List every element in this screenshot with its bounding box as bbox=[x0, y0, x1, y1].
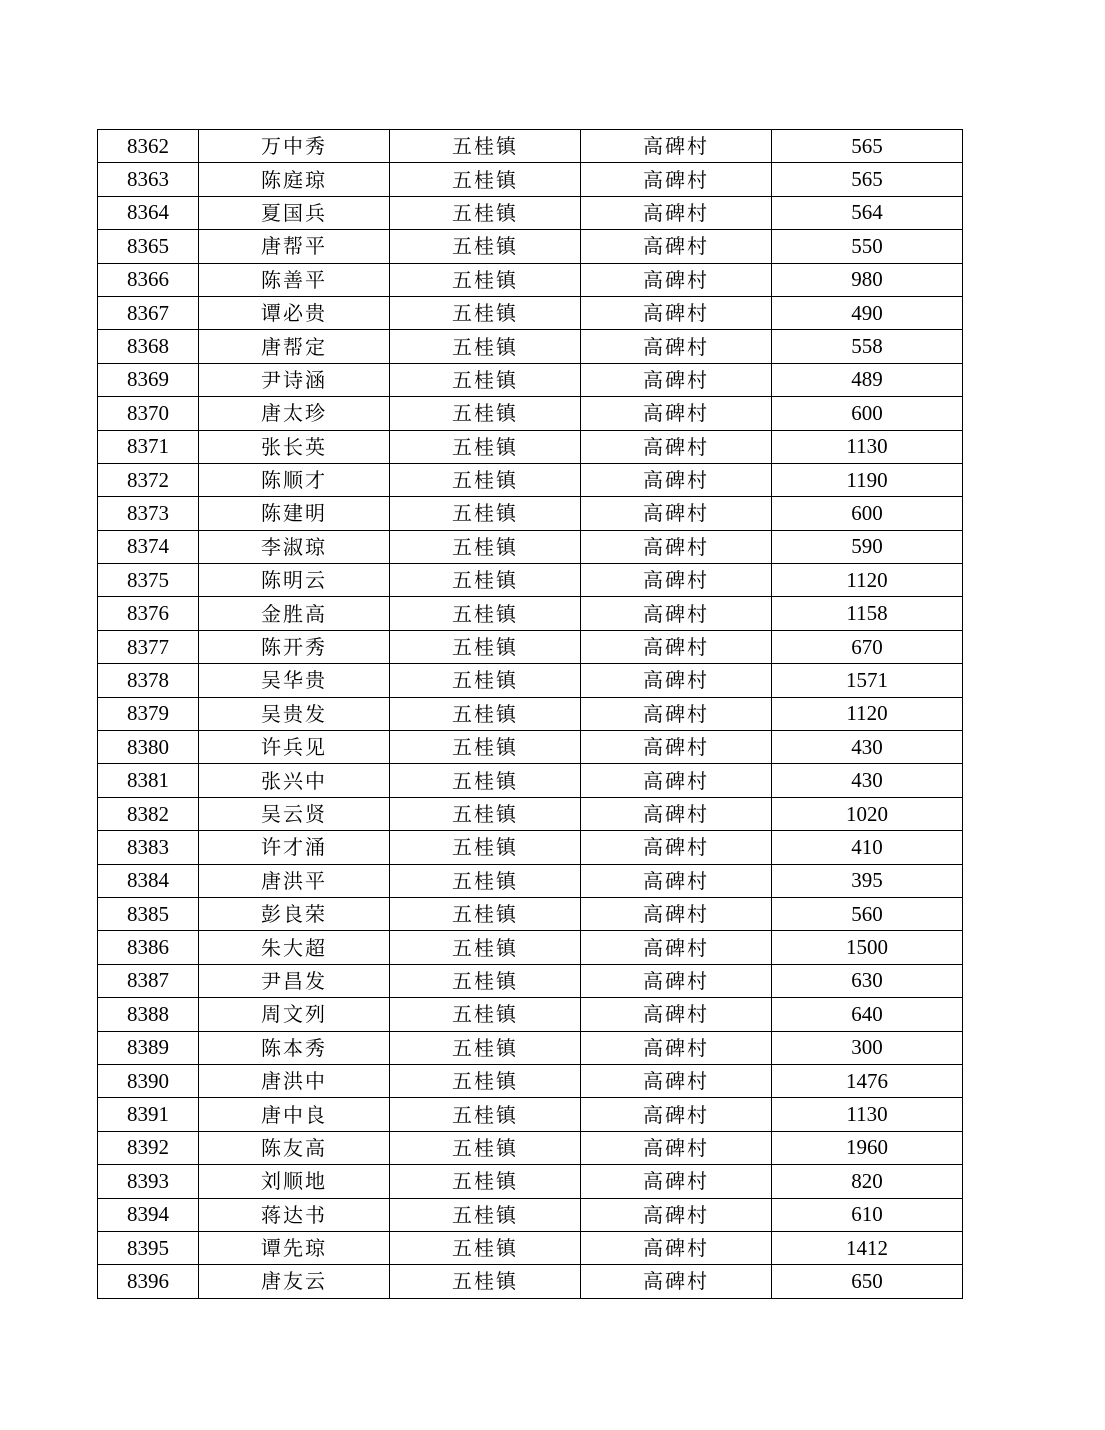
cell-id: 8395 bbox=[98, 1231, 199, 1264]
cell-town: 五桂镇 bbox=[390, 564, 581, 597]
cell-village: 高碑村 bbox=[581, 597, 772, 630]
cell-village: 高碑村 bbox=[581, 964, 772, 997]
cell-id: 8375 bbox=[98, 564, 199, 597]
cell-name: 陈本秀 bbox=[199, 1031, 390, 1064]
cell-name: 张兴中 bbox=[199, 764, 390, 797]
cell-id: 8384 bbox=[98, 864, 199, 897]
cell-village: 高碑村 bbox=[581, 831, 772, 864]
cell-town: 五桂镇 bbox=[390, 363, 581, 396]
cell-name: 陈建明 bbox=[199, 497, 390, 530]
cell-village: 高碑村 bbox=[581, 764, 772, 797]
cell-amount: 300 bbox=[772, 1031, 963, 1064]
cell-village: 高碑村 bbox=[581, 363, 772, 396]
cell-name: 李淑琼 bbox=[199, 530, 390, 563]
cell-amount: 1120 bbox=[772, 697, 963, 730]
cell-village: 高碑村 bbox=[581, 463, 772, 496]
cell-town: 五桂镇 bbox=[390, 530, 581, 563]
table-row bbox=[98, 664, 963, 697]
cell-amount: 489 bbox=[772, 363, 963, 396]
cell-id: 8373 bbox=[98, 497, 199, 530]
cell-town: 五桂镇 bbox=[390, 1231, 581, 1264]
cell-amount: 564 bbox=[772, 196, 963, 229]
cell-id: 8368 bbox=[98, 330, 199, 363]
cell-name: 谭先琼 bbox=[199, 1231, 390, 1264]
cell-id: 8387 bbox=[98, 964, 199, 997]
cell-town: 五桂镇 bbox=[390, 1031, 581, 1064]
cell-name: 吴贵发 bbox=[199, 697, 390, 730]
cell-amount: 640 bbox=[772, 998, 963, 1031]
cell-amount: 550 bbox=[772, 230, 963, 263]
table-row bbox=[98, 630, 963, 663]
cell-id: 8389 bbox=[98, 1031, 199, 1064]
table-row bbox=[98, 897, 963, 930]
cell-amount: 1190 bbox=[772, 463, 963, 496]
cell-village: 高碑村 bbox=[581, 1265, 772, 1298]
cell-village: 高碑村 bbox=[581, 1098, 772, 1131]
cell-id: 8379 bbox=[98, 697, 199, 730]
cell-town: 五桂镇 bbox=[390, 230, 581, 263]
cell-name: 唐洪平 bbox=[199, 864, 390, 897]
cell-amount: 630 bbox=[772, 964, 963, 997]
cell-town: 五桂镇 bbox=[390, 864, 581, 897]
cell-name: 尹昌发 bbox=[199, 964, 390, 997]
cell-name: 唐中良 bbox=[199, 1098, 390, 1131]
cell-id: 8388 bbox=[98, 998, 199, 1031]
cell-id: 8378 bbox=[98, 664, 199, 697]
cell-town: 五桂镇 bbox=[390, 130, 581, 163]
cell-id: 8393 bbox=[98, 1165, 199, 1198]
table-row bbox=[98, 731, 963, 764]
cell-amount: 430 bbox=[772, 764, 963, 797]
cell-amount: 1158 bbox=[772, 597, 963, 630]
cell-village: 高碑村 bbox=[581, 130, 772, 163]
cell-village: 高碑村 bbox=[581, 163, 772, 196]
cell-town: 五桂镇 bbox=[390, 731, 581, 764]
cell-village: 高碑村 bbox=[581, 230, 772, 263]
cell-town: 五桂镇 bbox=[390, 831, 581, 864]
table-row bbox=[98, 1165, 963, 1198]
table-row bbox=[98, 397, 963, 430]
cell-id: 8382 bbox=[98, 797, 199, 830]
cell-amount: 490 bbox=[772, 296, 963, 329]
table-row bbox=[98, 697, 963, 730]
cell-town: 五桂镇 bbox=[390, 1098, 581, 1131]
cell-amount: 820 bbox=[772, 1165, 963, 1198]
cell-town: 五桂镇 bbox=[390, 1131, 581, 1164]
cell-name: 许兵见 bbox=[199, 731, 390, 764]
cell-id: 8370 bbox=[98, 397, 199, 430]
cell-name: 谭必贵 bbox=[199, 296, 390, 329]
cell-amount: 565 bbox=[772, 163, 963, 196]
cell-village: 高碑村 bbox=[581, 998, 772, 1031]
cell-town: 五桂镇 bbox=[390, 430, 581, 463]
cell-town: 五桂镇 bbox=[390, 931, 581, 964]
cell-town: 五桂镇 bbox=[390, 998, 581, 1031]
table-row bbox=[98, 196, 963, 229]
cell-amount: 600 bbox=[772, 497, 963, 530]
cell-name: 金胜高 bbox=[199, 597, 390, 630]
cell-town: 五桂镇 bbox=[390, 897, 581, 930]
table-row bbox=[98, 1098, 963, 1131]
cell-amount: 558 bbox=[772, 330, 963, 363]
cell-id: 8374 bbox=[98, 530, 199, 563]
cell-amount: 1412 bbox=[772, 1231, 963, 1264]
cell-village: 高碑村 bbox=[581, 330, 772, 363]
cell-town: 五桂镇 bbox=[390, 263, 581, 296]
cell-amount: 1130 bbox=[772, 1098, 963, 1131]
cell-village: 高碑村 bbox=[581, 263, 772, 296]
cell-village: 高碑村 bbox=[581, 1198, 772, 1231]
cell-town: 五桂镇 bbox=[390, 296, 581, 329]
cell-amount: 1571 bbox=[772, 664, 963, 697]
cell-town: 五桂镇 bbox=[390, 630, 581, 663]
cell-amount: 410 bbox=[772, 831, 963, 864]
cell-village: 高碑村 bbox=[581, 564, 772, 597]
cell-town: 五桂镇 bbox=[390, 196, 581, 229]
cell-village: 高碑村 bbox=[581, 430, 772, 463]
table-row bbox=[98, 1031, 963, 1064]
cell-name: 许才涌 bbox=[199, 831, 390, 864]
cell-id: 8372 bbox=[98, 463, 199, 496]
cell-town: 五桂镇 bbox=[390, 1198, 581, 1231]
table-body bbox=[98, 130, 963, 1299]
cell-name: 陈开秀 bbox=[199, 630, 390, 663]
cell-name: 陈顺才 bbox=[199, 463, 390, 496]
cell-id: 8366 bbox=[98, 263, 199, 296]
table-row bbox=[98, 530, 963, 563]
cell-amount: 1120 bbox=[772, 564, 963, 597]
cell-name: 朱大超 bbox=[199, 931, 390, 964]
cell-amount: 610 bbox=[772, 1198, 963, 1231]
cell-name: 唐帮平 bbox=[199, 230, 390, 263]
table-row bbox=[98, 230, 963, 263]
cell-name: 陈友高 bbox=[199, 1131, 390, 1164]
cell-village: 高碑村 bbox=[581, 1165, 772, 1198]
cell-name: 刘顺地 bbox=[199, 1165, 390, 1198]
cell-id: 8364 bbox=[98, 196, 199, 229]
cell-town: 五桂镇 bbox=[390, 797, 581, 830]
table-row bbox=[98, 564, 963, 597]
cell-amount: 600 bbox=[772, 397, 963, 430]
cell-name: 唐洪中 bbox=[199, 1064, 390, 1097]
cell-id: 8369 bbox=[98, 363, 199, 396]
cell-id: 8392 bbox=[98, 1131, 199, 1164]
table-row bbox=[98, 931, 963, 964]
table-row bbox=[98, 497, 963, 530]
cell-id: 8391 bbox=[98, 1098, 199, 1131]
cell-id: 8396 bbox=[98, 1265, 199, 1298]
cell-amount: 1960 bbox=[772, 1131, 963, 1164]
cell-village: 高碑村 bbox=[581, 897, 772, 930]
cell-village: 高碑村 bbox=[581, 797, 772, 830]
cell-amount: 565 bbox=[772, 130, 963, 163]
cell-name: 陈善平 bbox=[199, 263, 390, 296]
table-row bbox=[98, 1064, 963, 1097]
table-row bbox=[98, 330, 963, 363]
cell-name: 唐帮定 bbox=[199, 330, 390, 363]
cell-village: 高碑村 bbox=[581, 1131, 772, 1164]
cell-village: 高碑村 bbox=[581, 630, 772, 663]
cell-id: 8383 bbox=[98, 831, 199, 864]
cell-id: 8367 bbox=[98, 296, 199, 329]
table-row bbox=[98, 130, 963, 163]
cell-amount: 670 bbox=[772, 630, 963, 663]
cell-town: 五桂镇 bbox=[390, 1165, 581, 1198]
cell-town: 五桂镇 bbox=[390, 463, 581, 496]
cell-town: 五桂镇 bbox=[390, 330, 581, 363]
cell-amount: 1130 bbox=[772, 430, 963, 463]
cell-amount: 980 bbox=[772, 263, 963, 296]
cell-village: 高碑村 bbox=[581, 397, 772, 430]
cell-id: 8371 bbox=[98, 430, 199, 463]
table-row bbox=[98, 463, 963, 496]
cell-village: 高碑村 bbox=[581, 731, 772, 764]
table-row bbox=[98, 764, 963, 797]
cell-id: 8376 bbox=[98, 597, 199, 630]
table-row bbox=[98, 831, 963, 864]
cell-id: 8381 bbox=[98, 764, 199, 797]
cell-id: 8385 bbox=[98, 897, 199, 930]
cell-village: 高碑村 bbox=[581, 196, 772, 229]
table-row bbox=[98, 263, 963, 296]
table-row bbox=[98, 1231, 963, 1264]
cell-name: 唐太珍 bbox=[199, 397, 390, 430]
cell-id: 8365 bbox=[98, 230, 199, 263]
cell-amount: 1476 bbox=[772, 1064, 963, 1097]
table-row bbox=[98, 363, 963, 396]
cell-id: 8386 bbox=[98, 931, 199, 964]
cell-village: 高碑村 bbox=[581, 1031, 772, 1064]
cell-amount: 590 bbox=[772, 530, 963, 563]
cell-town: 五桂镇 bbox=[390, 664, 581, 697]
cell-name: 夏国兵 bbox=[199, 196, 390, 229]
table-row bbox=[98, 163, 963, 196]
table-row bbox=[98, 597, 963, 630]
cell-name: 彭良荣 bbox=[199, 897, 390, 930]
cell-town: 五桂镇 bbox=[390, 163, 581, 196]
cell-town: 五桂镇 bbox=[390, 964, 581, 997]
cell-village: 高碑村 bbox=[581, 1231, 772, 1264]
cell-amount: 560 bbox=[772, 897, 963, 930]
cell-id: 8377 bbox=[98, 630, 199, 663]
cell-id: 8362 bbox=[98, 130, 199, 163]
cell-town: 五桂镇 bbox=[390, 764, 581, 797]
cell-town: 五桂镇 bbox=[390, 1265, 581, 1298]
cell-name: 陈明云 bbox=[199, 564, 390, 597]
table-row bbox=[98, 797, 963, 830]
cell-village: 高碑村 bbox=[581, 697, 772, 730]
cell-name: 尹诗涵 bbox=[199, 363, 390, 396]
cell-name: 蒋达书 bbox=[199, 1198, 390, 1231]
cell-name: 吴云贤 bbox=[199, 797, 390, 830]
table-row bbox=[98, 430, 963, 463]
cell-amount: 395 bbox=[772, 864, 963, 897]
table-row bbox=[98, 998, 963, 1031]
cell-id: 8394 bbox=[98, 1198, 199, 1231]
cell-town: 五桂镇 bbox=[390, 1064, 581, 1097]
cell-name: 万中秀 bbox=[199, 130, 390, 163]
cell-town: 五桂镇 bbox=[390, 697, 581, 730]
cell-amount: 1020 bbox=[772, 797, 963, 830]
table-row bbox=[98, 296, 963, 329]
table-row bbox=[98, 964, 963, 997]
subsidy-table bbox=[97, 129, 963, 1299]
cell-town: 五桂镇 bbox=[390, 597, 581, 630]
cell-name: 唐友云 bbox=[199, 1265, 390, 1298]
table-row bbox=[98, 1131, 963, 1164]
cell-town: 五桂镇 bbox=[390, 497, 581, 530]
cell-amount: 1500 bbox=[772, 931, 963, 964]
table-row bbox=[98, 1198, 963, 1231]
cell-id: 8363 bbox=[98, 163, 199, 196]
cell-name: 周文列 bbox=[199, 998, 390, 1031]
cell-village: 高碑村 bbox=[581, 497, 772, 530]
table-row bbox=[98, 1265, 963, 1298]
cell-name: 吴华贵 bbox=[199, 664, 390, 697]
cell-id: 8380 bbox=[98, 731, 199, 764]
cell-town: 五桂镇 bbox=[390, 397, 581, 430]
cell-village: 高碑村 bbox=[581, 864, 772, 897]
table-row bbox=[98, 864, 963, 897]
cell-village: 高碑村 bbox=[581, 931, 772, 964]
cell-id: 8390 bbox=[98, 1064, 199, 1097]
cell-village: 高碑村 bbox=[581, 530, 772, 563]
cell-amount: 430 bbox=[772, 731, 963, 764]
cell-name: 张长英 bbox=[199, 430, 390, 463]
cell-village: 高碑村 bbox=[581, 1064, 772, 1097]
cell-village: 高碑村 bbox=[581, 664, 772, 697]
cell-amount: 650 bbox=[772, 1265, 963, 1298]
cell-village: 高碑村 bbox=[581, 296, 772, 329]
cell-name: 陈庭琼 bbox=[199, 163, 390, 196]
